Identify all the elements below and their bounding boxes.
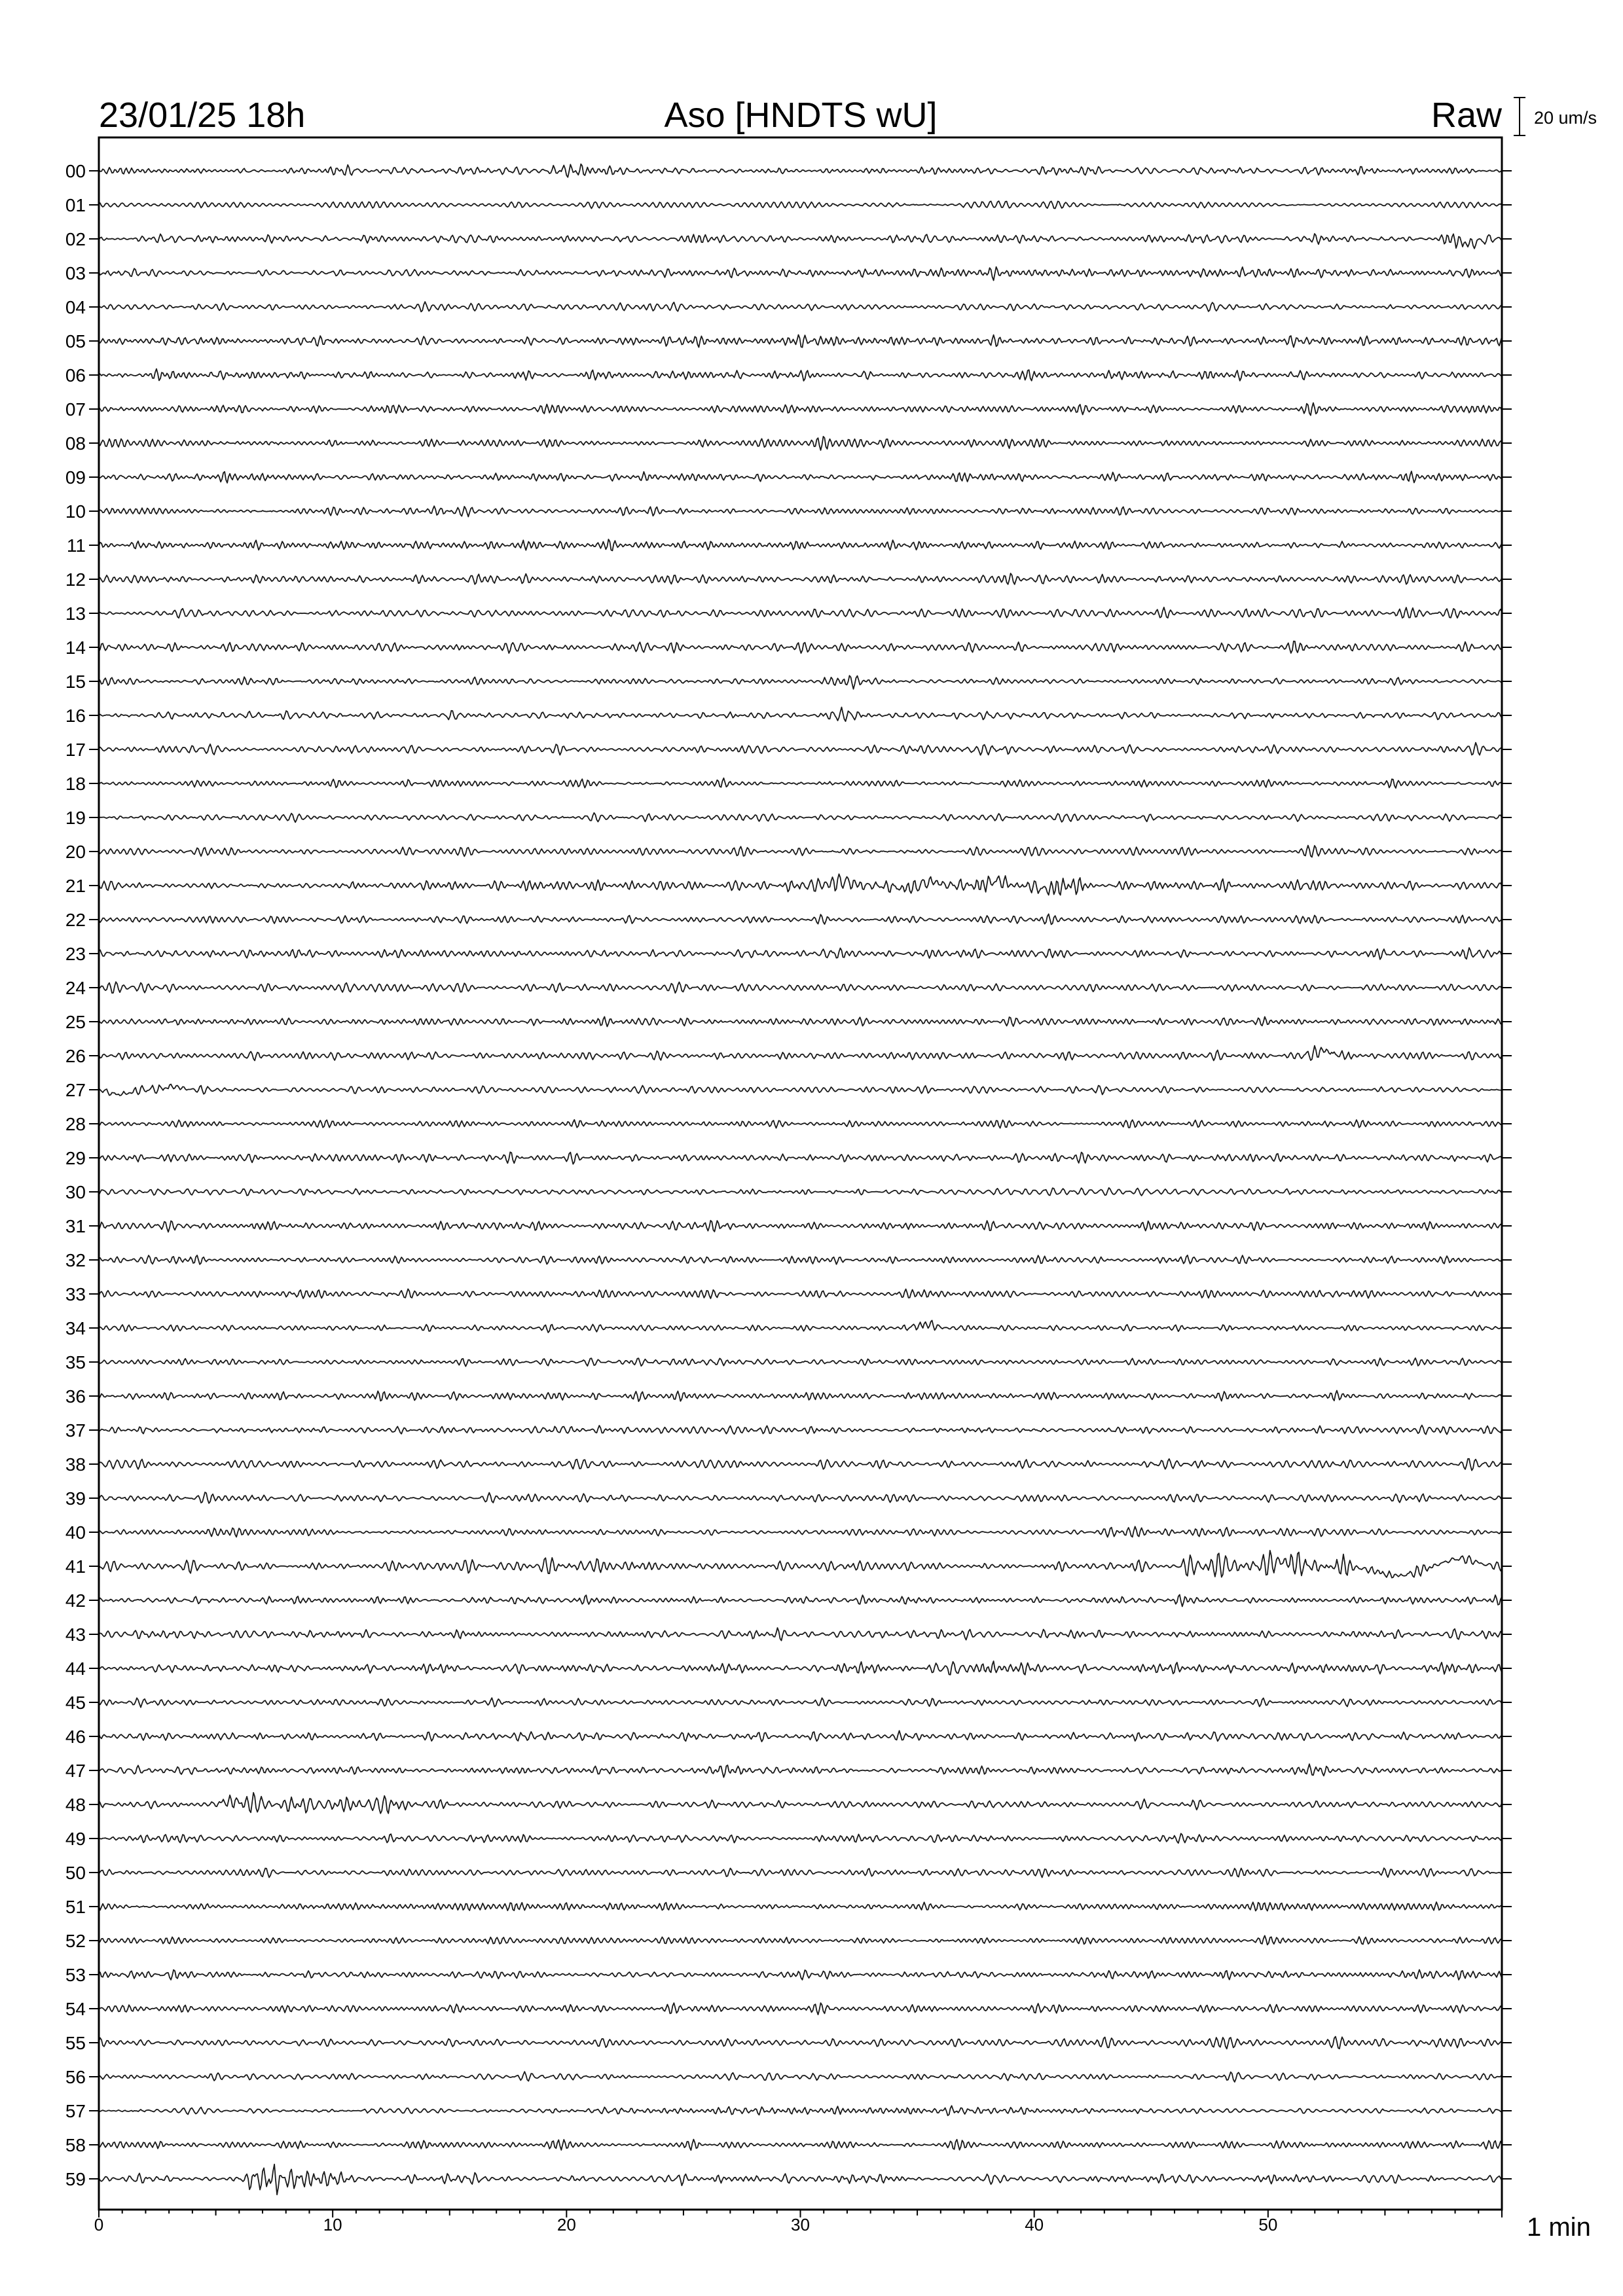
row-label-54: 54 bbox=[65, 1999, 86, 2019]
row-label-48: 48 bbox=[65, 1795, 86, 1815]
row-label-15: 15 bbox=[65, 672, 86, 692]
row-label-45: 45 bbox=[65, 1693, 86, 1713]
row-label-46: 46 bbox=[65, 1727, 86, 1747]
row-label-40: 40 bbox=[65, 1522, 86, 1543]
row-label-56: 56 bbox=[65, 2067, 86, 2087]
x-tick-label-0: 0 bbox=[94, 2215, 104, 2234]
row-label-06: 06 bbox=[65, 365, 86, 386]
row-label-59: 59 bbox=[65, 2169, 86, 2189]
row-label-53: 53 bbox=[65, 1965, 86, 1985]
chart-title: Aso [HNDTS wU] bbox=[664, 96, 938, 135]
row-label-39: 39 bbox=[65, 1488, 86, 1509]
row-label-42: 42 bbox=[65, 1590, 86, 1611]
row-label-21: 21 bbox=[65, 876, 86, 896]
row-label-32: 32 bbox=[65, 1250, 86, 1270]
row-label-57: 57 bbox=[65, 2101, 86, 2121]
row-label-07: 07 bbox=[65, 399, 86, 420]
scale-label: 20 um/s bbox=[1534, 108, 1597, 128]
row-label-50: 50 bbox=[65, 1863, 86, 1883]
row-label-47: 47 bbox=[65, 1761, 86, 1781]
row-label-41: 41 bbox=[65, 1556, 86, 1577]
row-label-38: 38 bbox=[65, 1454, 86, 1475]
row-label-03: 03 bbox=[65, 263, 86, 283]
row-label-20: 20 bbox=[65, 842, 86, 862]
row-label-08: 08 bbox=[65, 433, 86, 454]
row-label-10: 10 bbox=[65, 501, 86, 522]
x-tick-label-30: 30 bbox=[791, 2215, 810, 2234]
row-label-17: 17 bbox=[65, 740, 86, 760]
row-label-01: 01 bbox=[65, 195, 86, 215]
x-tick-label-20: 20 bbox=[556, 2215, 576, 2234]
mode-label: Raw bbox=[1431, 96, 1502, 135]
x-tick-label-50: 50 bbox=[1258, 2215, 1278, 2234]
row-label-22: 22 bbox=[65, 910, 86, 930]
row-label-52: 52 bbox=[65, 1931, 86, 1951]
row-label-55: 55 bbox=[65, 2033, 86, 2053]
row-label-05: 05 bbox=[65, 331, 86, 351]
row-label-04: 04 bbox=[65, 297, 86, 317]
row-label-00: 00 bbox=[65, 161, 86, 181]
row-label-27: 27 bbox=[65, 1080, 86, 1100]
row-label-26: 26 bbox=[65, 1046, 86, 1066]
row-label-34: 34 bbox=[65, 1318, 86, 1338]
row-label-24: 24 bbox=[65, 978, 86, 998]
row-label-13: 13 bbox=[65, 603, 86, 624]
row-label-35: 35 bbox=[65, 1352, 86, 1372]
row-label-14: 14 bbox=[65, 637, 86, 658]
row-label-51: 51 bbox=[65, 1897, 86, 1917]
row-label-33: 33 bbox=[65, 1284, 86, 1304]
row-label-37: 37 bbox=[65, 1420, 86, 1441]
x-axis-unit-label: 1 min bbox=[1527, 2213, 1591, 2242]
date-label: 23/01/25 18h bbox=[99, 96, 306, 135]
row-label-43: 43 bbox=[65, 1624, 86, 1645]
row-label-16: 16 bbox=[65, 706, 86, 726]
row-label-36: 36 bbox=[65, 1386, 86, 1407]
x-tick-label-40: 40 bbox=[1025, 2215, 1044, 2234]
row-label-30: 30 bbox=[65, 1182, 86, 1202]
row-label-28: 28 bbox=[65, 1114, 86, 1134]
row-label-19: 19 bbox=[65, 808, 86, 828]
x-tick-label-10: 10 bbox=[323, 2215, 342, 2234]
row-label-29: 29 bbox=[65, 1148, 86, 1168]
row-label-18: 18 bbox=[65, 774, 86, 794]
row-label-44: 44 bbox=[65, 1659, 86, 1679]
row-label-31: 31 bbox=[65, 1216, 86, 1236]
row-label-25: 25 bbox=[65, 1012, 86, 1032]
row-label-49: 49 bbox=[65, 1829, 86, 1849]
row-label-11: 11 bbox=[66, 535, 86, 556]
row-label-02: 02 bbox=[65, 229, 86, 249]
row-label-23: 23 bbox=[65, 944, 86, 964]
row-label-12: 12 bbox=[65, 569, 86, 590]
row-label-58: 58 bbox=[65, 2135, 86, 2155]
row-label-09: 09 bbox=[65, 467, 86, 488]
